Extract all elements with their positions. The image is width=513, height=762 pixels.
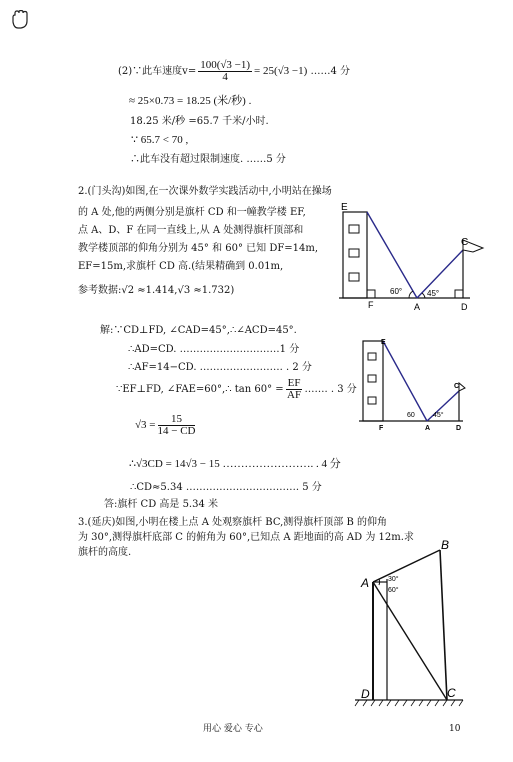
approx-line: ≈ 25×0.73 = 18.25 (米/秒) . bbox=[129, 95, 252, 107]
svg-text:F: F bbox=[379, 425, 384, 432]
svg-text:D: D bbox=[456, 425, 462, 432]
sight-line-ac bbox=[417, 250, 463, 298]
svg-text:E: E bbox=[381, 339, 386, 346]
figure-flagpole-building bbox=[335, 200, 495, 312]
figure-flagpole-building-solution bbox=[355, 335, 467, 433]
right-angle-mark bbox=[455, 290, 463, 298]
page-number: 10 bbox=[449, 724, 461, 734]
right-angle-mark bbox=[367, 290, 375, 298]
solution-step-2: ∴AD=CD. …………………………1 分 bbox=[128, 344, 300, 355]
angle-60: 60° bbox=[390, 287, 403, 296]
building-window bbox=[349, 273, 359, 281]
solution-step-3: ∴AF=14−CD. ……………………. . 2 分 bbox=[128, 362, 312, 373]
label-a: A bbox=[414, 302, 421, 312]
q2-line-3: 点 A、D、F 在同一直线上,从 A 处测得旗杆顶部和 bbox=[78, 225, 304, 236]
building-window bbox=[349, 249, 359, 257]
answer-line: 答:旗杆 CD 高是 5.34 米 bbox=[104, 499, 219, 510]
flagpole-bc bbox=[440, 550, 447, 700]
svg-text:30°: 30° bbox=[388, 576, 399, 583]
sight-line-ae bbox=[367, 212, 417, 298]
speed-line: (2)∵此车速度v= $\frac{100(√3 -1)}{4}$ = 25(√3 −1) ……4 分 bbox=[118, 59, 351, 83]
q2-line-2: 的 A 处,他的两侧分别是旗杆 CD 和一幢教学楼 EF, bbox=[78, 207, 306, 218]
q2-line-4: 教学楼顶部的仰角分别为 45° 和 60° 已知 DF=14m, bbox=[78, 243, 319, 254]
q2-reference-data: 参考数据:√2 ≈1.414,√3 ≈1.732) bbox=[78, 285, 235, 296]
hand-pointer-icon bbox=[10, 10, 32, 30]
conversion-line: 18.25 米/秒 =65.7 千米/小时. bbox=[130, 116, 269, 127]
q2-line-5: EF=15m,求旗杆 CD 高.(结果精确到 0.01m, bbox=[78, 261, 284, 272]
q3-line-3: 旗杆的高度. bbox=[78, 547, 132, 558]
label-d: D bbox=[461, 302, 468, 312]
figure-building-flagpole-bc bbox=[335, 535, 475, 715]
label-f: F bbox=[368, 300, 374, 310]
conclusion-line: ∴此车没有超过限制速度. ……5 分 bbox=[130, 154, 286, 165]
q3-line-2: 为 30°,测得旗杆底部 C 的俯角为 60°,已知点 A 距地面的高 AD 为 12m.求 bbox=[78, 532, 414, 543]
solution-step-7: ∴CD≈5.34 ……………………………. 5 分 bbox=[130, 482, 322, 493]
label-e: E bbox=[341, 202, 348, 213]
svg-text:D: D bbox=[361, 687, 370, 701]
sight-line-ab bbox=[373, 550, 440, 582]
solution-step-5: √3 = $\frac{15}{14 - CD}$ bbox=[135, 413, 196, 437]
svg-text:60: 60 bbox=[407, 412, 415, 419]
svg-text:45°: 45° bbox=[433, 412, 444, 419]
svg-text:C: C bbox=[454, 383, 460, 390]
solution-step-6: ∴√3CD = 14√3 − 15 ……………………. . 4 分 bbox=[129, 458, 341, 470]
building-window bbox=[349, 225, 359, 233]
svg-text:B: B bbox=[441, 538, 450, 552]
compare-line: ∵ 65.7 < 70 , bbox=[131, 134, 189, 146]
q3-line-1: 3.(延庆)如图,小明在楼上点 A 处观察旗杆 BC,测得旗杆顶部 B 的仰角 bbox=[78, 517, 387, 528]
svg-text:A: A bbox=[425, 425, 431, 432]
solution-step-1: 解:∵CD⊥FD, ∠CAD=45°,∴∠ACD=45°. bbox=[100, 325, 297, 336]
angle-45: 45° bbox=[427, 289, 440, 298]
solution-step-4: ∵EF⊥FD, ∠FAE=60°,∴ tan 60° = $\frac{EF}{AF}$ ……. . 3 分 bbox=[116, 377, 357, 401]
svg-text:A: A bbox=[361, 576, 370, 590]
svg-text:C: C bbox=[447, 686, 456, 700]
svg-text:60°: 60° bbox=[388, 587, 399, 594]
label-c: C bbox=[461, 237, 469, 248]
footer-motto: 用心 爱心 专心 bbox=[203, 724, 263, 734]
q2-line-1: 2.(门头沟)如图,在一次课外数学实践活动中,小明站在操场 bbox=[78, 186, 332, 197]
sight-line-ac bbox=[373, 582, 447, 700]
flag-icon bbox=[459, 383, 465, 391]
